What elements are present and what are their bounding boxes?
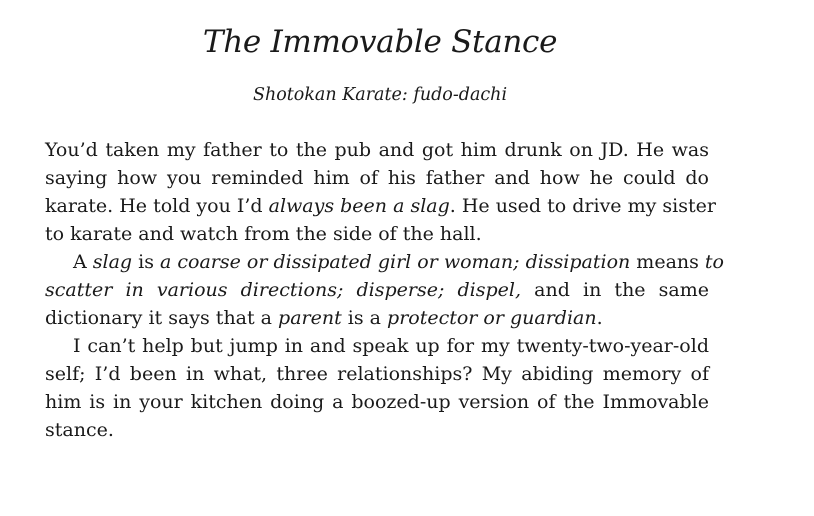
paragraph-2-line-3: [45, 304, 709, 332]
paragraph-2-line-2: [45, 276, 709, 304]
text-run: and in the same: [521, 279, 710, 301]
italic-run: protector or guardian: [387, 307, 597, 329]
text-run: to karate and watch from the side of the hall.: [45, 223, 482, 245]
text-run: is: [132, 251, 160, 273]
paragraph-1-line-3: [45, 192, 716, 220]
text-run: karate. He told you I’d: [45, 195, 269, 217]
text-run: saying how you reminded him of his father and how he could do: [45, 167, 709, 189]
text-run: A: [73, 251, 93, 273]
text-run: You’d taken my father to the pub and got him drunk on JD. He was: [45, 139, 709, 161]
paragraph-3-line-4: [45, 416, 709, 444]
text-run: him is in your kitchen doing a boozed-up version of the Immovable: [45, 391, 709, 413]
text-run: is a: [341, 307, 388, 329]
italic-run: slag: [92, 251, 133, 273]
italic-run: always been a slag: [268, 195, 450, 217]
text-run: self; I’d been in what, three relationships? My abiding memory of: [45, 363, 709, 385]
page-subtitle: Shotokan Karate: fudo-dachi: [252, 85, 508, 105]
body-text: [45, 136, 724, 444]
page-title: The Immovable Stance: [202, 24, 558, 60]
text-run: .: [596, 307, 603, 329]
text-run: . He used to drive my sister: [449, 195, 716, 217]
text-run: I can’t help but jump in and speak up for my twenty-two-year-old: [73, 335, 709, 357]
paragraph-1-line-1: [45, 136, 709, 164]
text-run: means: [630, 251, 705, 273]
italic-run: to: [704, 251, 724, 273]
paragraph-1-line-4: [45, 220, 709, 248]
text-run: dictionary it says that a: [45, 307, 279, 329]
italic-run: a coarse or dissipated girl or woman; dissipation: [160, 251, 631, 273]
paragraph-2-line-1: [45, 248, 724, 276]
italic-run: parent: [278, 307, 342, 329]
paragraph-3-line-2: [45, 360, 709, 388]
paragraph-1-line-2: [45, 164, 709, 192]
italic-run: scatter in various directions; disperse; dispel,: [45, 279, 522, 301]
paragraph-3-line-1: [45, 332, 709, 360]
text-run: stance.: [45, 419, 114, 441]
paragraph-3-line-3: [45, 388, 709, 416]
